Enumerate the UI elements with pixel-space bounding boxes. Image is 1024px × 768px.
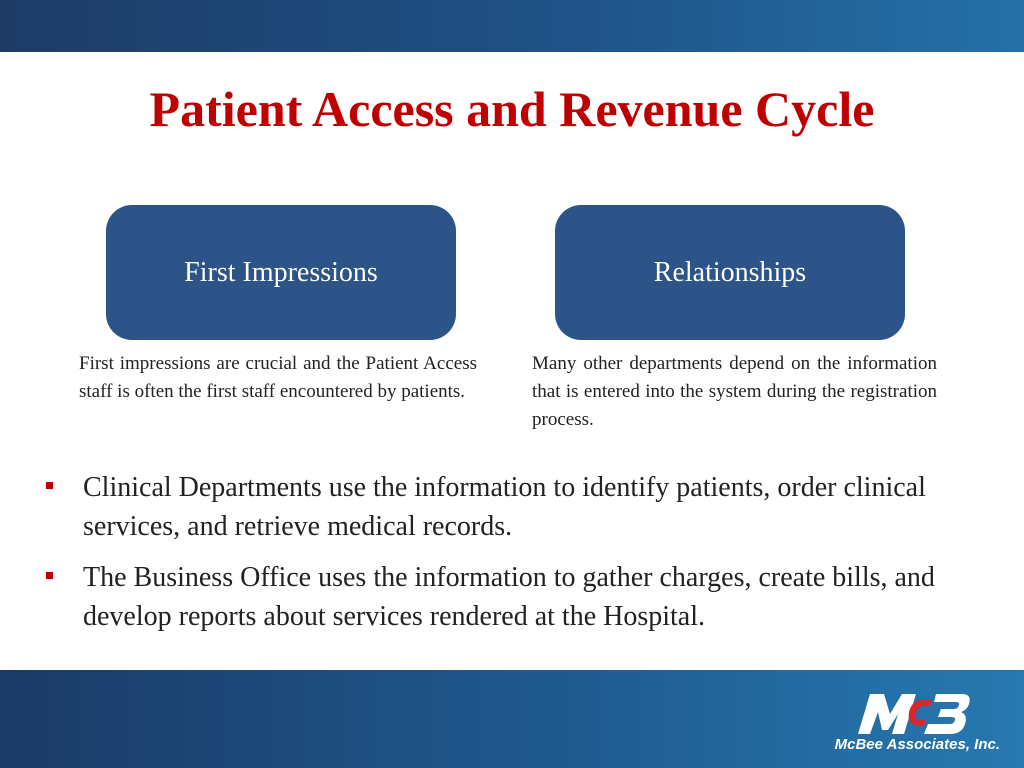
square-bullet-icon: [46, 482, 53, 489]
bullet-item: [46, 558, 986, 636]
bullet-text: Clinical Departments use the information to identify patients, order clinical services, and retrieve medical records.: [83, 472, 926, 542]
first-impressions-box: [106, 205, 456, 340]
slide-title: Patient Access and Revenue Cycle: [149, 81, 875, 137]
bullet-text: The Business Office uses the information to gather charges, create bills, and develop reports about services rendered at the Hospital.: [83, 562, 935, 632]
mcb-logo-icon: [852, 690, 972, 736]
first-impressions-description: First impressions are crucial and the Patient Access staff is often the first staff encountered by patients.: [79, 353, 477, 402]
relationships-box: [555, 205, 905, 340]
company-logo: [812, 690, 1012, 760]
relationships-label: Relationships: [653, 256, 807, 288]
first-impressions-label: First Impressions: [184, 256, 378, 288]
relationships-description: Many other departments depend on the information that is entered into the system during the registration process.: [532, 353, 937, 430]
square-bullet-icon: [46, 572, 53, 579]
bullet-list: [46, 468, 986, 648]
bullet-item: [46, 468, 986, 546]
company-name: McBee Associates, Inc.: [834, 736, 1000, 753]
top-header-band: [0, 0, 1024, 52]
